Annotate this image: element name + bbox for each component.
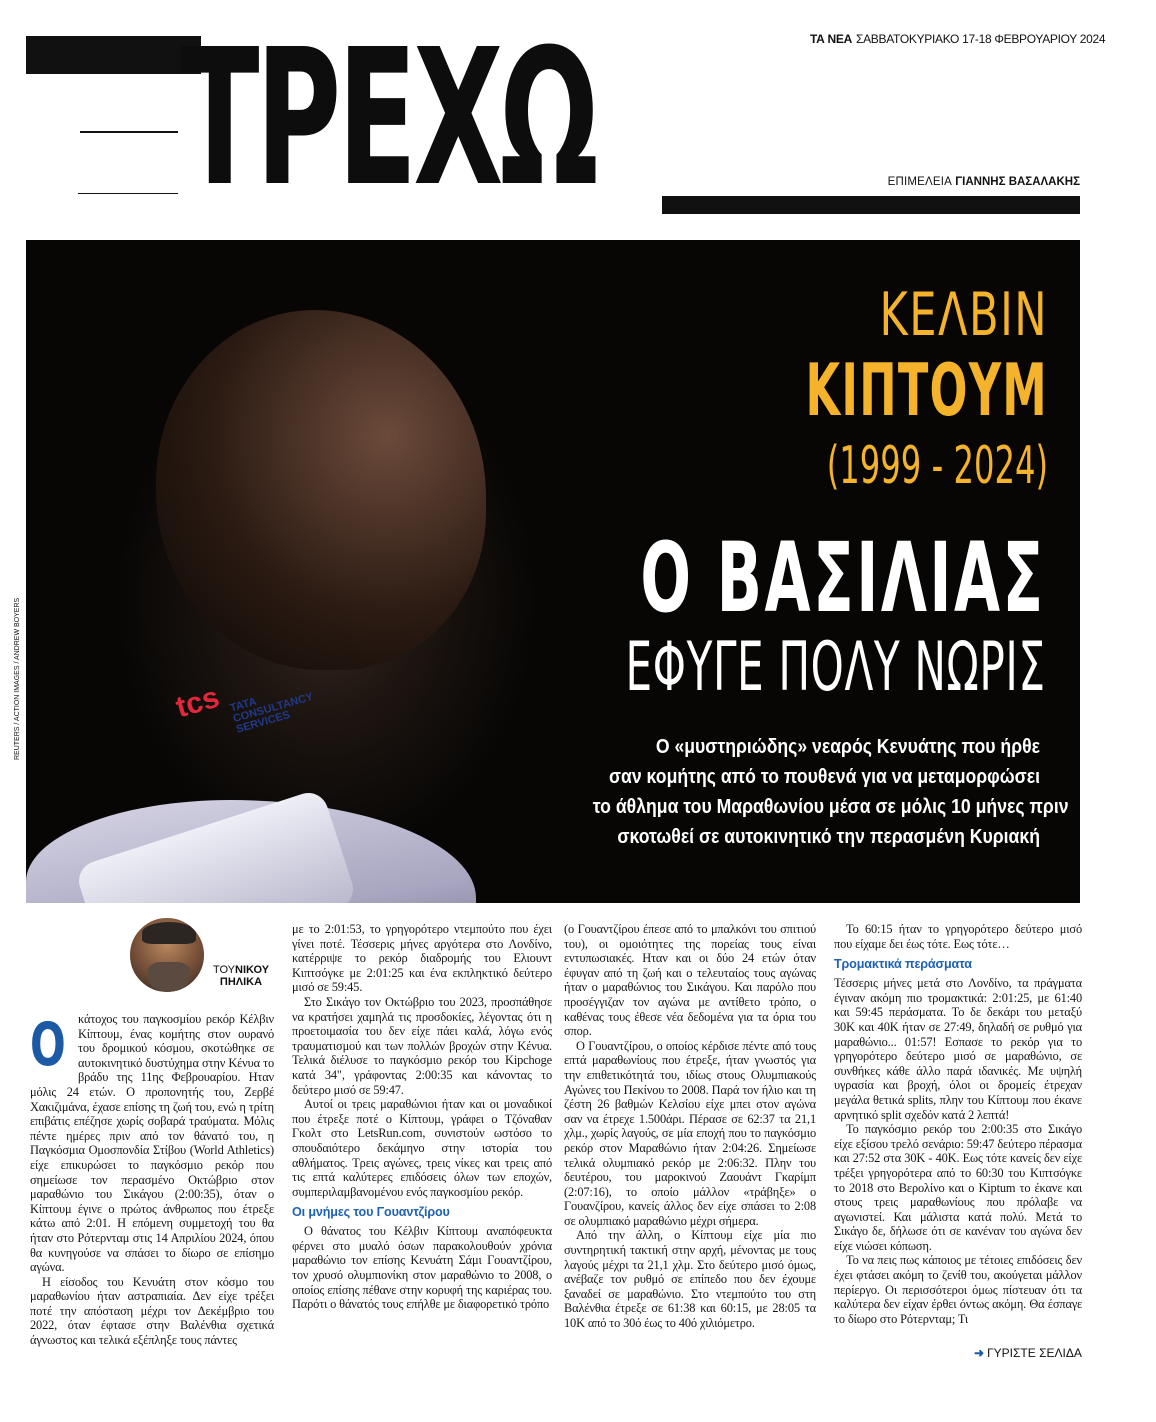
article-paragraph [30,1012,274,1275]
author-avatar-beard [148,962,190,992]
article-paragraph: με το 2:01:53, το γρηγορότερο ντεμπούτο που έχει γίνει ποτέ. Τέσσερις μήνες αργότερα στο Λονδίνο, κατέρριψε το ρεκόρ διαδρομής του Ελιουντ Κιπτσόγκε με 2:01:25 και ένα εκπληκτικό δεύτερο μισό σε 59:45. [292,922,552,995]
editor-name: ΓΙΑΝΝΗΣ ΒΑΣΑΛΑΚΗΣ [955,176,1080,188]
article-paragraph: Το να πεις πως κάποιος με τέτοιες επιδόσεις δεν έχει φτάσει ακόμη το ζενίθ του, ακούγεται μάλλον περίεργο. Οι περισσότεροι όμως πίστευαν ότι τα καλύτερα δεν είχαν έρθει όντως ακόμη. Θα έσπαγε το δίωρο στο Ρότερνταμ; Τι [834,1253,1082,1326]
editor-credit [880,176,1080,188]
issue-date: ΣΑΒΒΑΤΟΚΥΡΙΑΚΟ 17-18 ΦΕΒΡΟΥΑΡΙΟΥ 2024 [855,32,1106,46]
hero-first-name: ΚΕΛΒΙΝ [879,280,1048,350]
standfirst-line: το άθλημα του Μαραθωνίου μέσα σε μόλις 10 μήνες πριν [592,795,1069,818]
subheading: Οι μνήμες του Γουαντζίρου [292,1205,450,1220]
masthead-underline [662,196,1080,214]
article-column-1 [30,1012,274,1348]
standfirst [592,732,1069,852]
article-paragraph: (ο Γουαντζίρου έπεσε από το μπαλκόνι του σπιτιού του), οι ομοιότητες της πορείας τους είναι εντυπωσιακές. Ηταν και οι δύο 24 ετών όταν έφυγαν από τη ζωή και ο τελευταίος τους αγώνας ήταν ο μαραθώνιος του Σικάγου. Και παρόλο που προσέγγιζαν τον αγώνα με αντίθετο τρόπο, ο καθένας τους έθεσε νέα δεδομένα για τα όρια του σπορ. [564,922,816,1039]
article-paragraph: Το παγκόσμιο ρεκόρ του 2:00:35 στο Σικάγο είχε εξίσου τρελό σενάριο: 59:47 δεύτερο πέρασμα και 27:52 στα 30Κ - 40Κ. Εως τότε κανείς δεν είχε τρέξει γρηγορότερα από το 60:30 του Κιπτσόγκε το 2018 στο Βερολίνο και ο Kiptum το έκανε και στους τρεις μαραθωνίους που πρόλαβε να αγωνιστεί. Και μάλιστα κατά πολύ. Μετά το Σικάγο δε, δήλωσε ότι σε κανέναν του αγώνα δεν είχε νιώσει κόπωση. [834,1122,1082,1253]
standfirst-line: σαν κομήτης από το πουθενά για να μεταμορφώσει [608,765,1040,788]
article-paragraph: Ο θάνατος του Κέλβιν Κίπτουμ αναπόφευκτα φέρνει στο μυαλό όσων παρακολουθούν χρόνια μαραθώνιο τον επίσης Κενυάτη Σάμι Γουαντζίρου, τον χρυσό ολυμπιονίκη στον μαραθώνιο το 2008, ο οποίος επίσης πέθανε στην κορυφή της καριέρας του. Παρότι ο θάνατός τους επήλθε με διαφορετικό τρόπο [292,1224,552,1312]
masthead-rule-low [78,193,178,194]
article-paragraph: Τέσσερις μήνες μετά στο Λονδίνο, τα πράγματα έγιναν ακόμη πιο τρομακτικά: 2:01:25, με 61:40 και 59:45 περάσματα. Το δε δεκάρι του μεταξύ 30Κ και 40Κ ήταν σε 27:49, δηλαδή σε ρυθμό για μαραθώνιο... 01:57! Εσπασε το ρεκόρ για το γρηγορότερο δεύτερο μισό σε μαραθώνιο, σε συνθήκες κάθε άλλο παρά ιδανικές. Με υψηλή υγρασία και βροχή, όλοι οι δρομείς έτρεχαν μεγάλα θετικά splits, πλην του Κίπτουμ που έκανε αρνητικό split σχεδόν κατά 2 λεπτά! [834,976,1082,1122]
subheading: Τρομακτικά περάσματα [834,957,972,972]
article-paragraph: Στο Σικάγο τον Οκτώβριο του 2023, προσπάθησε να κρατήσει χαμηλά τις προσδοκίες, λέγοντας ότι η προετοιμασία του δεν είχε πάει καλά, λόγω ενός τραυματισμού και των πολλών βροχών στην Κένυα. Τελικά διέλυσε το παγκόσμιο ρεκόρ του Kipchoge κατά 34", γράφοντας 2:00:35 και κάνοντας το δεύτερο μισό σε 59:47. [292,994,552,1097]
sponsor-logo: tcs [172,680,223,725]
headline-line1: Ο ΒΑΣΙΛΙΑΣ [640,522,1046,634]
article-paragraph: Από την άλλη, ο Κίπτουμ είχε μία πιο συντηρητική τακτική στην αρχή, μένοντας με τους λαγούς μέχρι τα 21,1 χλμ. Στο δεύτερο μισό όμως, ανέβαζε τον ρυθμό σε επίπεδο που δεν έχουμε ξαναδεί σε μαραθώνιο. Στο ντεμπούτο του στη Βαλένθια έτρεξε σε 61:38 και 60:15, με 28:05 τα 10Κ από το 30ό έως το 40ό χιλιόμετρο. [564,1228,816,1331]
byline-last: ΠΗΛΙΚΑ [219,976,263,988]
author-avatar-hair [142,922,196,944]
article-paragraph: Το 60:15 ήταν το γρηγορότερο δεύτερο μισό που είχαμε δει έως τότε. Εως τότε… [834,922,1082,951]
dateline [810,32,1106,46]
article-column-2 [292,922,552,1312]
headline-line2: ΕΦΥΓΕ ΠΟΛΥ ΝΩΡΙΣ [625,628,1046,707]
drop-cap: Ο [30,1010,66,1080]
editor-label: ΕΠΙΜΕΛΕΙΑ [887,176,953,188]
byline-first: ΝΙΚΟΥ [235,964,270,976]
photo-credit: REUTERS / ACTION IMAGES / ANDREW BOYERS [14,597,21,760]
byline [205,964,277,988]
article-paragraph: Ο Γουαντζίρου, ο οποίος κέρδισε πέντε από τους επτά μαραθωνίους που έτρεξε, ήταν γνωστός για την επιθετικότητά του, ιδίως στους Ολυμπιακούς Αγώνες του Πεκίνου το 2008. Παρά τον ήλιο και τη ζέστη 26 βαθμών Κελσίου είχε μπει στον αγώνα σαν να έτρεχε 1.500άρι. Πέρασε σε 62:37 τα 21,1 χλμ., χωρίς λαγούς, σε μία εποχή που το παγκόσμιο ρεκόρ στον Μαραθώνιο ήταν 2:04:26. Σημείωσε τελικά ολυμπιακό ρεκόρ με 2:06:32. Πλην του δευτέρου, του μαροκινού Ζαουάντ Γκαρίμπ (2:07:16), το οποίο μάλλον «τράβηξε» ο Γουανζίρου, κανείς άλλος δεν είχε σπάσει το 2:08 σε ολυμπιακό μαραθώνιο μέχρι σήμερα. [564,1038,816,1228]
paragraph-text: κάτοχος του παγκοσμίου ρεκόρ Κέλβιν Κίπτουμ, ένας κομήτης στον ουρανό του δρομικού κόσμου, σκοτώθηκε σε αυτοκινητικό δυστύχημα στην Κένυα το βράδυ της 11ης Φεβρουαρίου. Ηταν μόλις 24 ετών. Ο προπονητής του, Ζερβέ Χακιζιμάνα, έχασε επίσης τη ζωή του, ενώ η τρίτη επιβάτις επέζησε χωρίς σοβαρά τραύματα. Μόλις πέντε ημέρες πριν από τον θάνατό του, η Παγκόσμια Ομοσπονδία Στίβου (World Athletics) είχε επικυρώσει το παγκόσμιο ρεκόρ που σημείωσε τον περασμένο Οκτώβριο στον μαραθώνιο του Σικάγου (2:00:35), όταν ο Κίπτουμ έγινε ο πρώτος άνθρωπος που έτρεξε κάτω από 2:01. Η επόμενη συμμετοχή του θα ήταν στο Ρότερνταμ στις 14 Απριλίου 2024, όπου θα κυνηγούσε να σπάσει το δίωρο σε επίσημο αγώνα. [30,1012,274,1275]
paper-name: ΤΑ ΝΕΑ [810,32,852,46]
article-column-3 [564,922,816,1331]
hero-last-name: ΚΙΠΤΟΥΜ [805,348,1048,432]
article-paragraph: Αυτοί οι τρεις μαραθώνιοι ήταν και οι μοναδικοί που έτρεξε ποτέ ο Κίπτουμ, γράφει ο Τζόναθαν Γκολτ στο LetsRun.com, συνιστούν ωστόσο το σπουδαιότερο δεκάμηνο στην ιστορία του αθλήματος. Τρεις αγώνες, τρεις νίκες και τρεις από τις επτά καλύτερες επιδόσεις όλων των εποχών, συμπεριλαμβανομένου ενός παγκοσμίου ρεκόρ. [292,1097,552,1199]
article-paragraph: Η είσοδος του Κενυάτη στον κόσμο του μαραθωνίου ήταν αστραπιαία. Δεν είχε τρέξει ποτέ την απόσταση μέχρι τον Δεκέμβριο του 2022, όταν έφτασε στην Βαλένθια σχετικά άγνωστος και τελικά εξέπληξε τους πάντες [30,1274,274,1348]
standfirst-line: Ο «μυστηριώδης» νεαρός Κενυάτης που ήρθε [655,735,1040,758]
section-masthead: ΤΡΕΧΩ [180,9,595,228]
continue-jump [974,1346,1082,1360]
hero-years: (1999 - 2024) [826,436,1048,496]
hero-photo-panel [26,240,1080,903]
byline-prefix: ΤΟΥ [212,964,236,976]
masthead-rule [80,131,178,133]
standfirst-line: σκοτωθεί σε αυτοκινητικό την περασμένη Κυριακή [617,825,1040,848]
article-column-4 [834,922,1082,1326]
masthead-bar [26,36,201,74]
sponsor-text: TATA CONSULTANCY SERVICES [228,690,315,736]
continue-label: ΓΥΡΙΣΤΕ ΣΕΛΙΔΑ [987,1346,1082,1360]
arrow-right-icon: ➜ [974,1346,985,1360]
author-avatar [128,916,206,994]
